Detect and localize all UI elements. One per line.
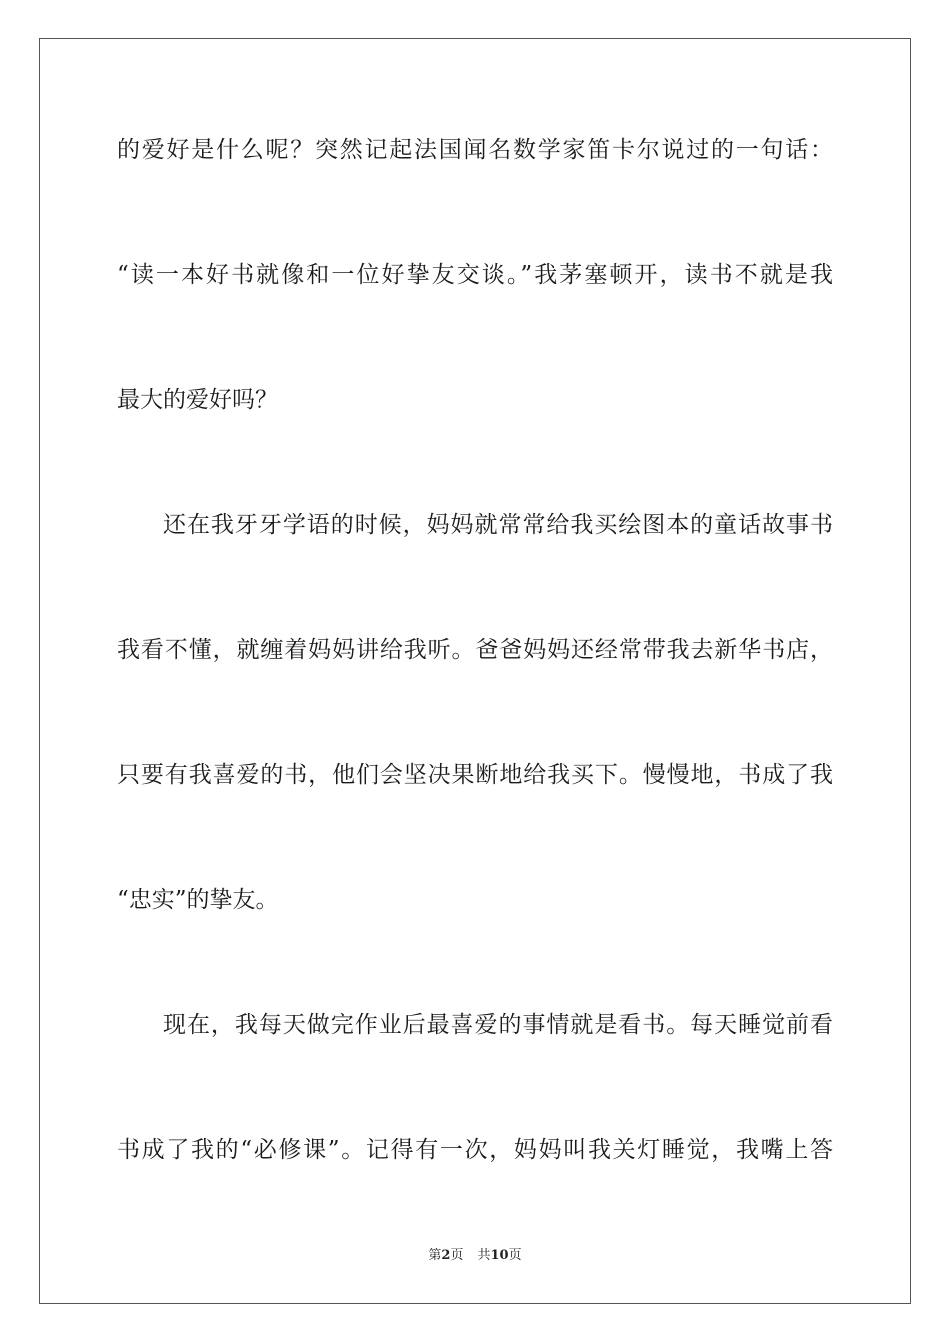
paragraph-first-line: 还在我牙牙学语的时候，妈妈就常常给我买绘图本的童话故事书 (163, 512, 833, 538)
total-label-suffix: 页 (508, 1248, 522, 1263)
total-pages-number: 10 (490, 1248, 509, 1263)
body-text-line: “读一本好书就像和一位好挚友交谈。”我茅塞顿开，读书不就是我 (117, 262, 833, 288)
page-border (39, 38, 911, 1304)
body-text-line: “忠实”的挚友。 (117, 887, 279, 913)
paragraph-first-line: 现在，我每天做完作业后最喜爱的事情就是看书。每天睡觉前看 (163, 1012, 833, 1038)
page-label-prefix: 第 (428, 1248, 442, 1263)
body-text-line: 的爱好是什么呢？突然记起法国闻名数学家笛卡尔说过的一句话： (117, 137, 833, 163)
page-label-suffix: 页 (450, 1248, 464, 1263)
current-page-number: 2 (441, 1248, 451, 1263)
page-footer (0, 1246, 950, 1266)
body-text-line: 书成了我的“必修课”。记得有一次，妈妈叫我关灯睡觉，我嘴上答 (117, 1137, 833, 1163)
body-text-line: 最大的爱好吗？ (117, 387, 278, 413)
body-text-line: 只要有我喜爱的书，他们会坚决果断地给我买下。慢慢地，书成了我 (117, 762, 833, 788)
total-label-prefix: 共 (477, 1248, 491, 1263)
body-text-line: 我看不懂，就缠着妈妈讲给我听。爸爸妈妈还经常带我去新华书店， (117, 637, 833, 663)
